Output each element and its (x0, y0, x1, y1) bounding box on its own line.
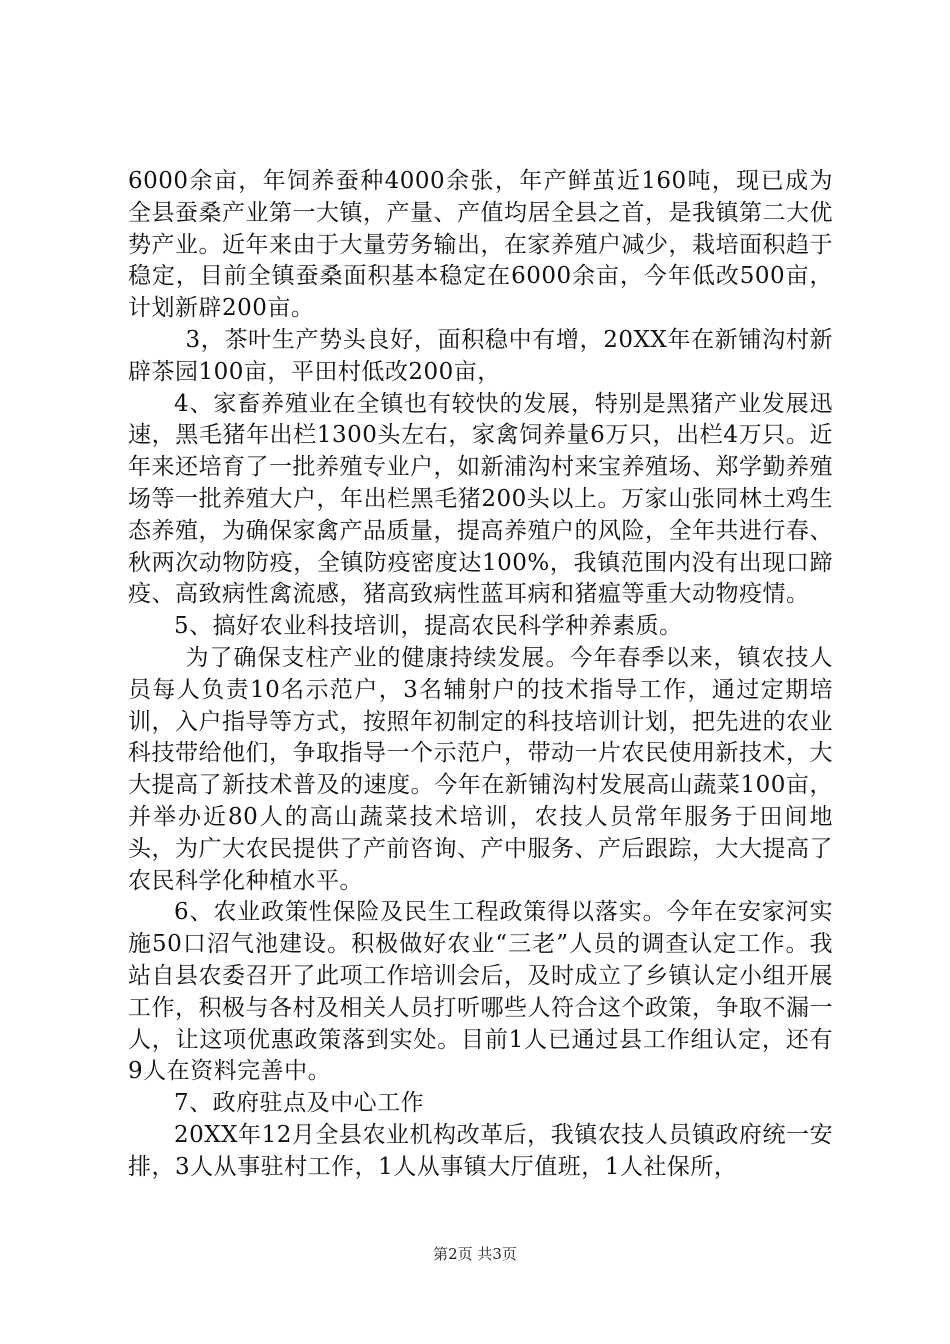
document-body (128, 166, 833, 1184)
paragraph-training-heading: 5、搞好农业科技培训，提高农民科学种养素质。 (174, 613, 683, 640)
paragraph-government: 20XX年12月全县农业机构改革后，我镇农技人员镇政府统一安排，3人从事驻村工作，1人从事镇大厅值班，1人社保所， (128, 1121, 833, 1180)
paragraph-livestock: 4、家畜养殖业在全镇也有较快的发展，特别是黑猪产业发展迅速，黑毛猪年出栏1300头左右，家禽饲养量6万只，出栏4万只。近年来还培育了一批养殖专业户，如新浦沟村来宝养殖场、郑学勤养殖场等一批养殖大户，年出栏黑毛猪200头以上。万家山张同林土鸡生态养殖，为确保家禽产品质量，提高养殖户的风险，全年共进行春、秋两次动物防疫，全镇防疫密度达100%，我镇范围内没有出现口蹄疫、高致病性禽流感，猪高致病性蓝耳病和猪瘟等重大动物疫情。 (128, 390, 833, 608)
paragraph-sericulture: 6000余亩，年饲养蚕种4000余张，年产鲜茧近160吨，现已成为全县蚕桑产业第一大镇，产量、产值均居全县之首，是我镇第二大优势产业。近年来由于大量劳务输出，在家养殖户减少，栽培面积趋于稳定，目前全镇蚕桑面积基本稳定在6000余亩，今年低改500亩，计划新辟200亩。 (128, 168, 833, 322)
page-number-footer: 第2页 共3页 (433, 1245, 517, 1263)
paragraph-training: 为了确保支柱产业的健康持续发展。今年春季以来，镇农技人员每人负责10名示范户，3名辅射户的技术指导工作，通过定期培训，入户指导等方式，按照年初制定的科技培训计划，把先进的农业科技带给他们，争取指导一个示范户，带动一片农民使用新技术，大大提高了新技术普及的速度。今年在新铺沟村发展高山蔬菜100亩，并举办近80人的高山蔬菜技术培训，农技人员常年服务于田间地头，为广大农民提供了产前咨询、产中服务、产后跟踪，大大提高了农民科学化种植水平。 (128, 644, 833, 894)
paragraph-government-heading: 7、政府驻点及中心工作 (174, 1090, 425, 1117)
paragraph-tea: 3，茶叶生产势头良好，面积稳中有增，20XX年在新铺沟村新辟茶园100亩，平田村低改200亩， (128, 326, 833, 385)
paragraph-insurance: 6、农业政策性保险及民生工程政策得以落实。今年在安家河实施50口沼气池建设。积极做好农业“三老”人员的调查认定工作。我站自县农委召开了此项工作培训会后，及时成立了乡镇认定小组开展工作，积极与各村及相关人员打听哪些人符合这个政策，争取不漏一人，让这项优惠政策落到实处。目前1人已通过县工作组认定，还有9人在资料完善中。 (128, 899, 833, 1085)
